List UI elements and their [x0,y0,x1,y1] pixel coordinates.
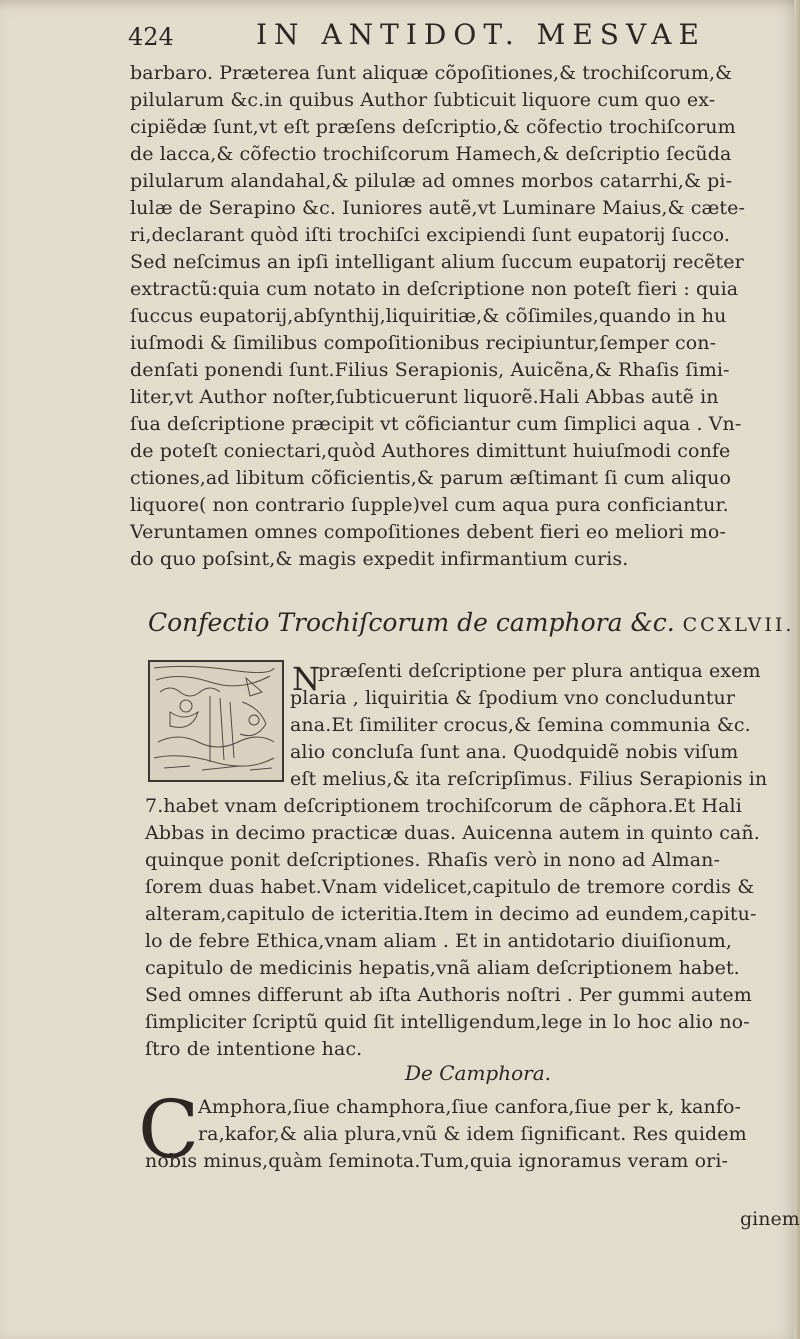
text-line: plaria , liquiritia & ſpodium vno concluduntur [290,687,736,709]
page-edge [794,0,800,1339]
text-line: ſua deſcriptione præcipit vt cõficiantur cum ſimplici aqua . Vn- [130,413,742,435]
text-line: ana.Et ſimiliter crocus,& ſemina communia &c. [290,714,751,736]
text-line: ſuccus eupatorij,abſynthij,liquiritiæ,& cõſimiles,quando in hu [130,305,727,327]
text-line: pilularum &c.in quibus Author ſubticuit liquore cum quo ex- [130,89,716,111]
text-line: 7.habet vnam deſcriptionem trochiſcorum de cãphora.Et Hali [145,795,742,817]
text-line: nobis minus,quàm ſeminota.Tum,quia ignoramus veram ori- [145,1150,729,1172]
text-line: ſorem duas habet.Vnam videlicet,capitulo de tremore cordis & [145,876,755,898]
text-line: Veruntamen omnes compoſitiones debent fieri eo meliori mo- [130,521,726,543]
text-line: ſtro de intentione hac. [145,1038,363,1060]
text-line: iuſmodi & ſimilibus compoſitionibus recipiuntur,ſemper con- [130,332,717,354]
text-line: Amphora,ſiue champhora,ſiue canfora,ſiue per k, kanfo- [198,1096,742,1118]
text-line: barbaro. Præterea ſunt aliquæ cõpoſitiones,& trochiſcorum,& [130,62,733,84]
woodcut-image [150,662,278,776]
section-heading [148,608,794,637]
text-line: pilularum alandahal,& pilulæ ad omnes morbos catarrhi,& pi- [130,170,733,192]
text-line: liquore( non contrario ſupple)vel cum aqua pura conficiantur. [130,494,729,516]
text-line: ra,kafor,& alia plura,vnũ & idem ſignificant. Res quidem [198,1123,747,1145]
text-line: capitulo de medicinis hepatis,vnã aliam deſcriptionem habet. [145,957,740,979]
section-title: Confectio Trochiſcorum de camphora &c. [148,608,675,637]
text-line: quinque ponit deſcriptiones. Rhaſis verò in nono ad Alman- [145,849,721,871]
text-line: liter,vt Author noſter,ſubticuerunt liquorẽ.Hali Abbas autẽ in [130,386,719,408]
text-line: alteram,capitulo de icteritia.Item in decimo ad eundem,capitu- [145,903,757,925]
section-number: CCXLVII. [682,614,795,636]
text-line: cipiẽdæ ſunt,vt eſt præſens deſcriptio,& cõfectio trochiſcorum [130,116,736,138]
text-line: ſimpliciter ſcriptũ quid ſit intelligendum,lege in lo hoc alio no- [145,1011,750,1033]
page-header [128,14,788,54]
text-line: Sed omnes differunt ab iſta Authoris noſtri . Per gummi autem [145,984,752,1006]
text-line: denſati ponendi ſunt.Filius Serapionis, Auicẽna,& Rhaſis ſimi- [130,359,730,381]
text-line: eſt melius,& ita reſcripſimus. Filius Serapionis in [290,768,768,790]
text-line: præſenti deſcriptione per plura antiqua exem [318,660,761,682]
text-line: ctiones,ad libitum cõficientis,& parum æſtimant ſi cum aliquo [130,467,731,489]
text-line: do quo poſsint,& magis expedit infirmantium curis. [130,548,629,570]
text-line: Abbas in decimo practicæ duas. Auicenna autem in quinto cañ. [145,822,760,844]
text-line: extractũ:quia cum notato in deſcriptione non poteſt fieri : quia [130,278,739,300]
section-dropcap: N [292,660,320,698]
woodcut-initial-illustration [148,660,284,782]
text-line: lulæ de Serapino &c. Iuniores autẽ,vt Luminare Maius,& cæte- [130,197,746,219]
sub-heading: De Camphora. [405,1061,551,1085]
text-line: de lacca,& cõfectio trochiſcorum Hamech,& deſcriptio ſecũda [130,143,732,165]
running-title: IN ANTIDOT. MESVAE [256,18,706,51]
text-line: ri,declarant quòd iſti trochiſci excipiendi ſunt eupatorij ſucco. [130,224,730,246]
text-line: alio concluſa ſunt ana. Quodquidẽ nobis viſum [290,741,739,763]
page-number: 424 [128,23,174,51]
text-line: de poteſt coniectari,quòd Authores dimittunt huiuſmodi confe [130,440,731,462]
catchword: ginem [740,1208,800,1230]
text-line: lo de febre Ethica,vnam aliam . Et in antidotario diuiſionum, [145,930,733,952]
camphora-dropcap: C [138,1083,200,1176]
text-line: Sed neſcimus an ipſi intelligant alium ſuccum eupatorij recẽter [130,251,744,273]
